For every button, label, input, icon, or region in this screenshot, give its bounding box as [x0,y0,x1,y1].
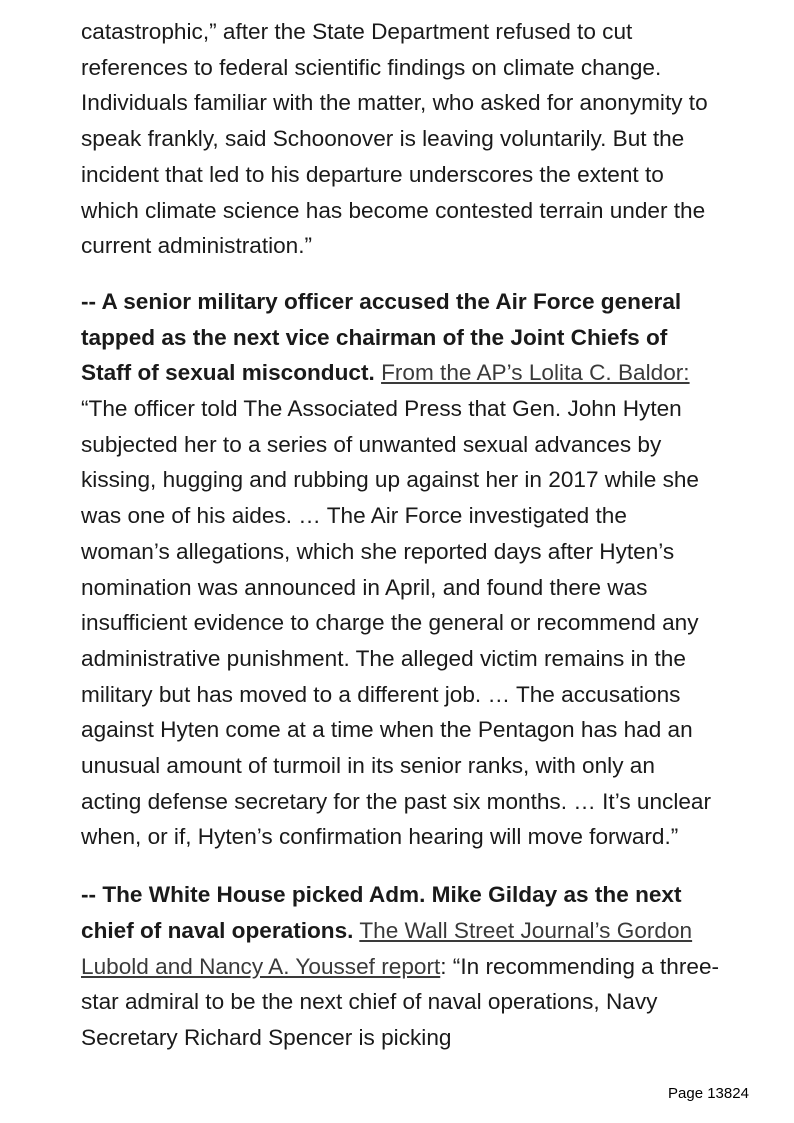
paragraph-text: catastrophic,” after the State Department refused to cut references to federal scientific findings on climate change. Individuals familiar with the matter, who asked for anonymity to speak frankly, said Schoonover is leaving voluntarily. But the incident that led to his departure underscores the extent to which climate science has become contested terrain under the current administration.” [81,19,708,259]
paragraph-body-gilday: : “In recommending a three-star admiral to be the next chief of naval operations, Navy Secretary Richard Spencer is picking [81,953,720,1050]
paragraph-climate-science [81,14,721,264]
link-ap-baldor[interactable]: From the AP’s Lolita C. Baldor: [381,360,690,386]
paragraph-hyten [81,284,721,855]
paragraph-body-hyten: “The officer told The Associated Press that Gen. John Hyten subjected her to a series of unwanted sexual advances by kissing, hugging and rubbing up against her in 2017 while she was one of his aides. … The Air Force investigated the woman’s allegations, which she reported days after Hyten’s nomination was announced in April, and found there was insufficient evidence to charge the general or recommend any administrative punishment. The alleged victim remains in the military but has moved to a different job. … The accusations against Hyten come at a time when the Pentagon has had an unusual amount of turmoil in its senior ranks, with only an acting defense secretary for the past six months. … It’s unclear when, or if, Hyten’s confirmation hearing will move forward.” [81,396,711,850]
document-page [81,14,721,1080]
page-number: Page 13824 [668,1085,749,1102]
link-wsj-report[interactable]: The Wall Street Journal’s Gordon Lubold and Nancy A. Youssef report [81,917,693,979]
headline-hyten: -- A senior military officer accused the Air Force general tapped as the next vice chairman of the Joint Chiefs of Staff of sexual misconduct. [81,288,682,386]
paragraph-gilday [81,877,721,1056]
headline-gilday: -- The White House picked Adm. Mike Gilday as the next chief of naval operations. [81,882,682,943]
